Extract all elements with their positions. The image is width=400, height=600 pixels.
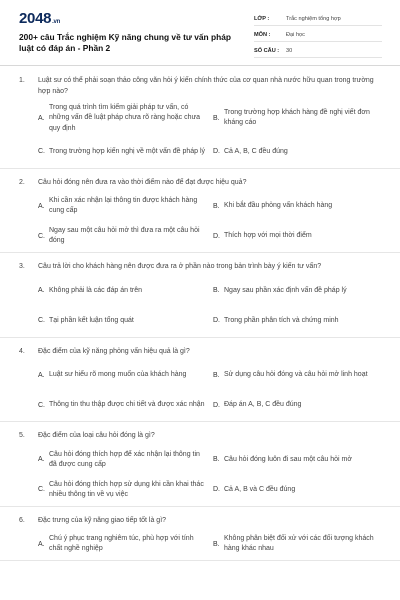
answer-option[interactable] (38, 194, 207, 218)
option-text: Thích hợp với mọi thời điểm (224, 232, 312, 240)
option-text: Câu hỏi đóng luôn đi sau một câu hỏi mở (224, 455, 352, 463)
answer-option[interactable] (213, 194, 382, 218)
answer-option[interactable] (213, 140, 382, 164)
question-item (0, 262, 400, 338)
question-text: Câu trả lời cho khách hàng nên được đưa ra ở phần nào trong bản trình bày ý kiến tư vấn? (38, 263, 322, 271)
answer-option[interactable] (38, 448, 207, 472)
answer-option[interactable] (213, 448, 382, 472)
option-text: Trong quá trình tìm kiếm giải pháp tư vấn, có những vấn đề luật pháp chưa rõ ràng hoặc chưa quy định (49, 104, 201, 132)
answer-options (0, 357, 400, 417)
option-letter: A. (38, 202, 45, 210)
answer-option[interactable] (38, 279, 207, 303)
question-number: 1. (19, 77, 25, 84)
answer-options (0, 526, 400, 556)
question-list (0, 76, 400, 570)
answer-option[interactable] (213, 532, 382, 556)
answer-option[interactable] (213, 393, 382, 417)
question-text: Đặc trưng của kỹ năng giao tiếp tốt là gì? (38, 516, 167, 524)
option-letter: C. (38, 317, 45, 325)
option-letter: B. (213, 540, 220, 548)
question-item (0, 516, 400, 562)
site-logo[interactable] (19, 10, 60, 27)
option-text: Thông tin thu thập được chi tiết và được xác nhận (49, 401, 205, 409)
question-number: 6. (19, 516, 25, 524)
answer-option[interactable] (38, 478, 207, 502)
meta-value: Trắc nghiệm tổng hợp (286, 15, 341, 22)
option-text: Luật sư hiểu rõ mong muốn của khách hàng (49, 371, 187, 379)
option-text: Tại phần kết luận tổng quát (49, 316, 134, 324)
option-letter: B. (213, 371, 220, 379)
question-text: Đặc điểm của kỹ năng phỏng vấn hiệu quả là gì? (38, 347, 190, 355)
answer-options (0, 97, 400, 164)
meta-row (254, 44, 382, 58)
question-header (0, 262, 400, 273)
question-text: Luật sư có thể phải soạn thảo công văn hỏi ý kiến chính thức của cơ quan nhà nước hữu quan trong trường hợp nào? (38, 77, 374, 95)
question-text: Đặc điểm của loại câu hỏi đóng là gì? (38, 432, 155, 440)
answer-option[interactable] (38, 363, 207, 387)
question-header (0, 516, 400, 527)
page-header (0, 0, 400, 66)
option-text: Khi bắt đầu phỏng vấn khách hàng (224, 202, 333, 210)
option-text: Sử dụng câu hỏi đóng và câu hỏi mở linh hoạt (224, 371, 368, 379)
meta-value: Đại học (286, 31, 305, 38)
question-header (0, 347, 400, 358)
answer-option[interactable] (213, 478, 382, 502)
answer-option[interactable] (38, 224, 207, 248)
option-text: Khi cần xác nhận lại thông tin được khách hàng cung cấp (49, 197, 198, 215)
answer-option[interactable] (213, 224, 382, 248)
option-text: Không phải là các đáp án trên (49, 286, 143, 294)
option-text: Trong phần phân tích và chứng minh (224, 316, 339, 324)
option-letter: D. (213, 232, 220, 240)
question-header (0, 76, 400, 97)
option-letter: D. (213, 401, 220, 409)
option-letter: A. (38, 287, 45, 295)
option-text: Trong trường hợp kiến nghị về một vấn đề pháp lý (49, 147, 206, 155)
answer-option[interactable] (213, 363, 382, 387)
question-item (0, 76, 400, 169)
meta-row (254, 12, 382, 26)
answer-option[interactable] (38, 393, 207, 417)
meta-row (254, 28, 382, 42)
question-item (0, 347, 400, 423)
question-header (0, 178, 400, 189)
option-letter: B. (213, 456, 220, 464)
page-title: 200+ câu Trắc nghiệm Kỹ năng chung về tư vấn pháp luật có đáp án - Phần 2 (19, 32, 232, 53)
option-letter: C. (38, 232, 45, 240)
question-number: 4. (19, 347, 25, 355)
option-letter: D. (213, 148, 220, 156)
answer-option[interactable] (38, 103, 207, 134)
option-letter: A. (38, 456, 45, 464)
question-number: 3. (19, 263, 25, 271)
option-text: Ngay sau phần xác định vấn đề pháp lý (224, 286, 347, 294)
meta-value: 30 (286, 47, 293, 54)
option-letter: B. (213, 202, 220, 210)
answer-option[interactable] (38, 309, 207, 333)
answer-options (0, 188, 400, 248)
question-number: 5. (19, 432, 25, 440)
meta-info (254, 12, 382, 60)
option-letter: A. (38, 540, 45, 548)
option-text: Đáp án A, B, C đều đúng (224, 401, 302, 409)
option-letter: A. (38, 371, 45, 379)
logo-suffix: .vn (52, 19, 60, 25)
question-text: Câu hỏi đóng nên đưa ra vào thời điểm nào để đạt được hiệu quả? (38, 178, 247, 186)
answer-option[interactable] (213, 103, 382, 134)
option-letter: D. (213, 486, 220, 494)
answer-options (0, 273, 400, 333)
answer-option[interactable] (38, 140, 207, 164)
option-letter: B. (213, 114, 220, 122)
answer-option[interactable] (213, 309, 382, 333)
option-text: Cả A, B và C đều đúng (224, 485, 296, 493)
option-letter: C. (38, 148, 45, 156)
logo-text: 2048 (19, 10, 52, 27)
option-text: Cả A, B, C đều đúng (224, 147, 288, 155)
meta-key: MÔN : (254, 31, 271, 38)
option-letter: B. (213, 287, 220, 295)
answer-option[interactable] (38, 532, 207, 556)
option-letter: C. (38, 401, 45, 409)
option-text: Trong trường hợp khách hàng đề nghị viết đơn kháng cáo (224, 109, 370, 127)
option-text: Câu hỏi đóng thích hợp sử dụng khi cần khai thác nhiều thông tin về vụ việc (49, 480, 204, 498)
option-text: Chú ý phục trang nghiêm túc, phù hợp với tính chất nghề nghiệp (49, 535, 194, 553)
question-number: 2. (19, 178, 25, 186)
option-letter: D. (213, 317, 220, 325)
option-text: Ngay sau một câu hỏi mở thì đưa ra một câu hỏi đóng (49, 227, 200, 245)
meta-key: LỚP : (254, 15, 270, 22)
question-header (0, 431, 400, 442)
answer-option[interactable] (213, 279, 382, 303)
question-item (0, 431, 400, 507)
option-text: Câu hỏi đóng thích hợp để xác nhận lại thông tin đã được cung cấp (49, 450, 200, 468)
question-item (0, 178, 400, 254)
meta-key: SỐ CÂU : (254, 47, 280, 54)
option-letter: C. (38, 486, 45, 494)
answer-options (0, 442, 400, 502)
option-text: Không phân biệt đối xử với các đối tượng khách hàng khác nhau (224, 535, 374, 553)
option-letter: A. (38, 114, 45, 122)
